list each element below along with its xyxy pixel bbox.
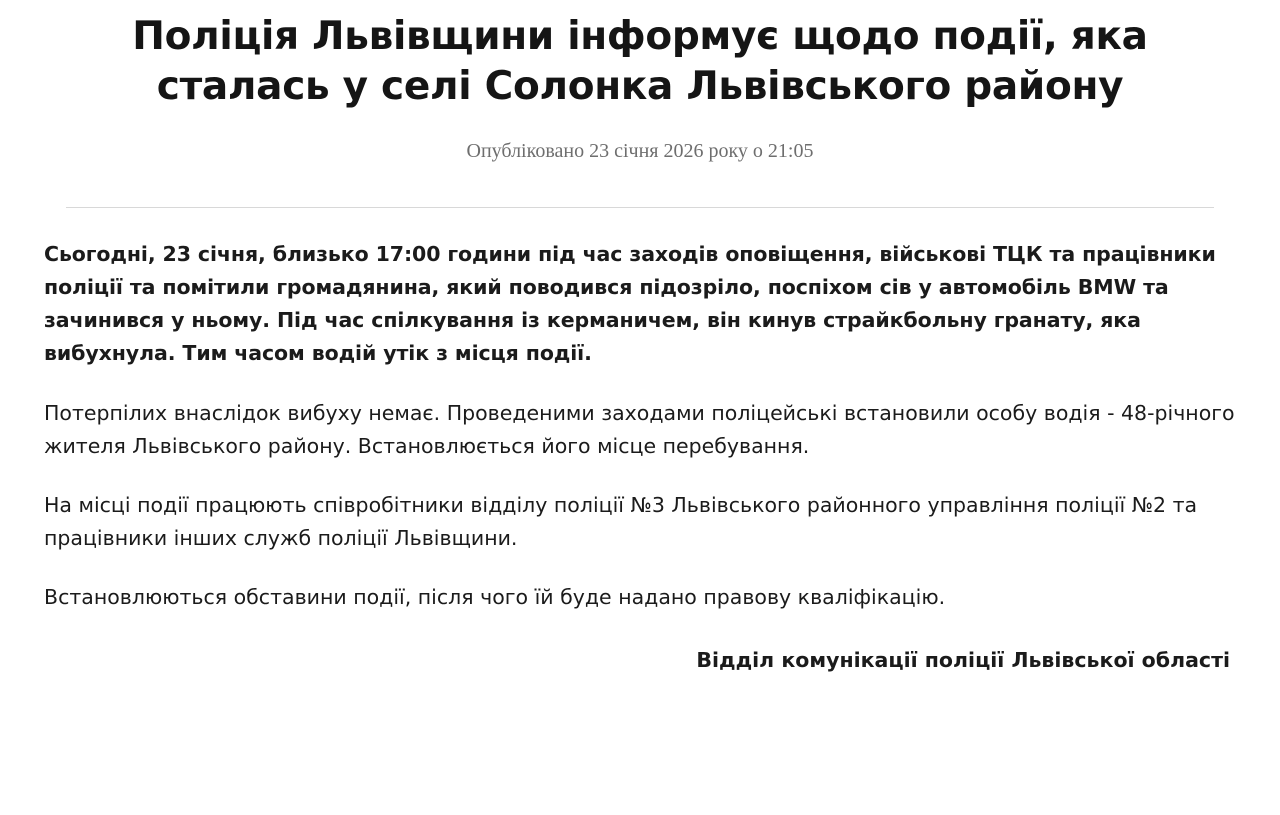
article-paragraph-lead: Сьогодні, 23 січня, близько 17:00 години під час заходів оповіщення, військові ТЦК та працівники поліції та помітили громадянина, який поводився підозріло, поспіхом сів у автомобіль BMW та зачинився у ньому. Під час спілкування із керманичем, він кинув страйкбольну гранату, яка вибухнула. Тим часом водій утік з місця події. (44, 241, 1216, 366)
article-body (44, 208, 1236, 676)
article-paragraph: На місці події працюють співробітники відділу поліції №3 Львівського районного управління поліції №2 та працівники інших служб поліції Львівщини. (44, 493, 1198, 551)
article-paragraph: Встановлюються обставини події, після чого їй буде надано правову кваліфікацію. (44, 585, 946, 610)
publish-date: Опубліковано 23 січня 2026 року о 21:05 (466, 139, 814, 162)
article-paragraph: Потерпілих внаслідок вибуху немає. Проведеними заходами поліцейські встановили особу водія - 48-річного жителя Львівського району. Встановлюється його місце перебування. (44, 400, 1235, 458)
article-signature: Відділ комунікації поліції Львівської області (696, 647, 1230, 672)
page-title: Поліція Львівщини інформує щодо події, яка сталась у селі Солонка Львівського району (132, 14, 1148, 109)
